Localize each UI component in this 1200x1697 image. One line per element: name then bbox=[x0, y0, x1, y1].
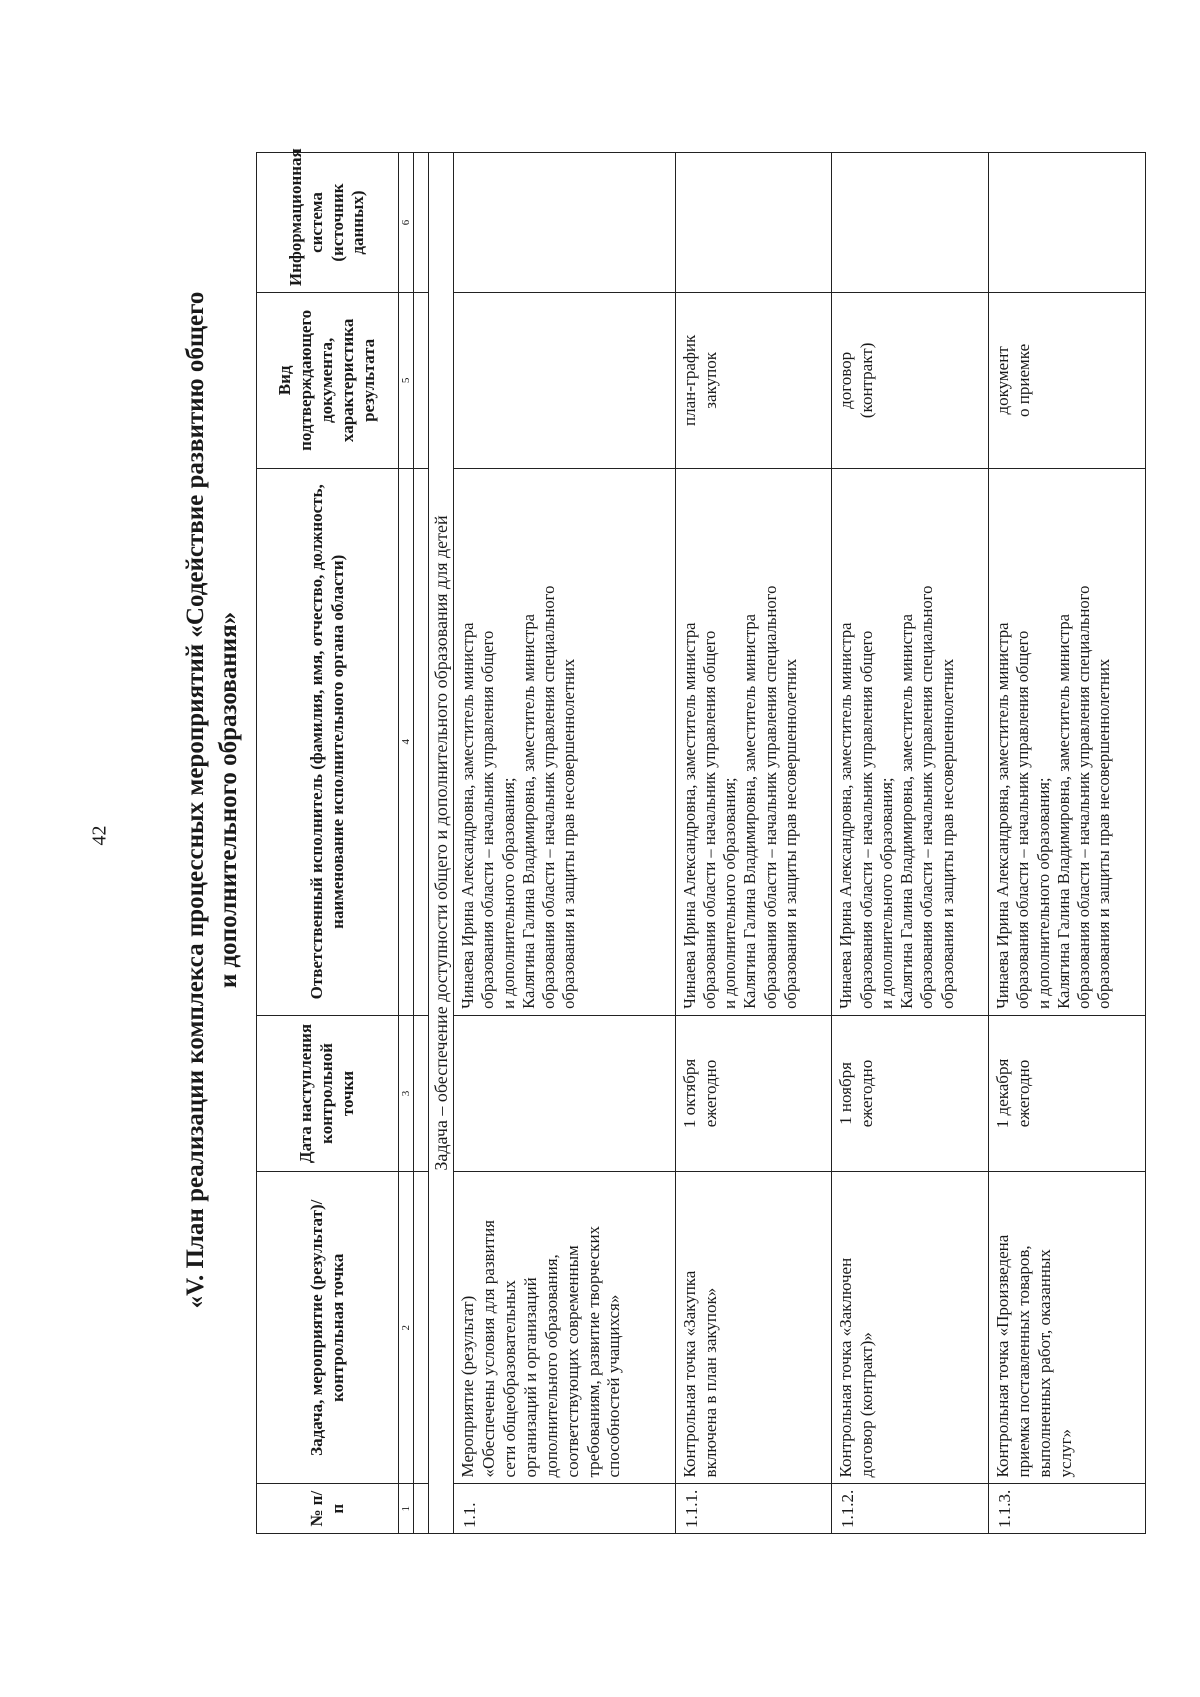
row-executor-line: образования и защиты прав несовершеннолетних bbox=[1094, 658, 1114, 1009]
row-task bbox=[454, 1172, 676, 1484]
row-executor-line: Калягина Галина Владимировна, заместитель министра bbox=[897, 613, 917, 1009]
plan-table bbox=[256, 148, 1146, 1534]
row-document-line: план-график bbox=[679, 334, 699, 427]
row-system bbox=[832, 153, 989, 293]
column-number: 5 bbox=[399, 293, 414, 469]
row-task-line: сети общеобразовательных bbox=[499, 1280, 519, 1478]
row-task-line: дополнительного образования, bbox=[541, 1254, 561, 1478]
header-num: № п/п bbox=[257, 1484, 399, 1534]
row-task-line: включена в план закупок» bbox=[700, 1287, 720, 1478]
row-task-line: договор (контракт)» bbox=[857, 1332, 877, 1478]
row-document-line: закупок bbox=[700, 352, 720, 409]
table-row bbox=[675, 153, 832, 1534]
row-task-line: приемка поставленных товаров, bbox=[1014, 1245, 1034, 1478]
section-title: Задача – обеспечение доступности общего и дополнительного образования для детей bbox=[429, 153, 454, 1534]
column-number: 1 bbox=[399, 1484, 414, 1534]
row-task bbox=[989, 1172, 1146, 1484]
spacer-row bbox=[414, 153, 429, 1534]
row-executor-line: образования и защиты прав несовершеннолетних bbox=[559, 658, 579, 1009]
header-date: Дата наступления контрольной точки bbox=[257, 1015, 399, 1171]
row-executor-line: и дополнительного образования; bbox=[498, 777, 518, 1009]
row-system bbox=[675, 153, 832, 293]
table-row bbox=[454, 153, 676, 1534]
row-system bbox=[454, 153, 676, 293]
title-line-2: и дополнительного образования» bbox=[214, 611, 242, 989]
row-executor-line: образования области – начальник управления специального bbox=[917, 585, 937, 1009]
header-executor: Ответственный исполнитель (фамилия, имя, отчество, должность, наименование исполнительного органа области) bbox=[257, 468, 399, 1015]
row-executor-line: Калягина Галина Владимировна, заместитель министра bbox=[740, 613, 760, 1009]
column-number: 4 bbox=[399, 468, 414, 1015]
row-executor-line: образования области – начальник управления специального bbox=[539, 585, 559, 1009]
row-document bbox=[832, 293, 989, 469]
row-task-line: «Обеспечены условия для развития bbox=[479, 1219, 499, 1478]
document-title bbox=[180, 142, 245, 1458]
row-executor bbox=[989, 468, 1146, 1015]
row-document-line: (контракт) bbox=[857, 342, 877, 419]
row-executor-line: образования области – начальник управления общего bbox=[478, 630, 498, 1009]
row-document-line: о приемке bbox=[1014, 343, 1034, 417]
row-executor bbox=[832, 468, 989, 1015]
row-task bbox=[832, 1172, 989, 1484]
row-task-line: Контрольная точка «Произведена bbox=[993, 1234, 1013, 1478]
row-executor-line: и дополнительного образования; bbox=[1033, 777, 1053, 1009]
row-document-line: договор bbox=[836, 351, 856, 409]
row-system bbox=[989, 153, 1146, 293]
row-executor bbox=[454, 468, 676, 1015]
row-date bbox=[832, 1015, 989, 1171]
row-document bbox=[675, 293, 832, 469]
row-date bbox=[454, 1015, 676, 1171]
header-task: Задача, мероприятие (результат)/ контрольная точка bbox=[257, 1172, 399, 1484]
row-number: 1.1.2. bbox=[832, 1484, 989, 1534]
row-executor-line: Калягина Галина Владимировна, заместитель министра bbox=[518, 613, 538, 1009]
row-executor-line: Калягина Галина Владимировна, заместитель министра bbox=[1053, 613, 1073, 1009]
row-executor-line: Чинаева Ирина Александровна, заместитель министра bbox=[458, 622, 478, 1009]
row-date bbox=[989, 1015, 1146, 1171]
row-task-line: Мероприятие (результат) bbox=[458, 1295, 478, 1478]
rotated-page-content bbox=[80, 142, 1120, 1538]
section-row bbox=[429, 153, 454, 1534]
row-executor-line: образования и защиты прав несовершеннолетних bbox=[937, 658, 957, 1009]
row-executor-line: и дополнительного образования; bbox=[876, 777, 896, 1009]
table-row bbox=[832, 153, 989, 1534]
row-executor bbox=[675, 468, 832, 1015]
row-number: 1.1.1. bbox=[675, 1484, 832, 1534]
row-date-line: ежегодно bbox=[857, 1059, 877, 1128]
header-document: Вид подтверждающего документа, характеристика результата bbox=[257, 293, 399, 469]
column-number: 3 bbox=[399, 1015, 414, 1171]
header-row bbox=[257, 153, 399, 1534]
row-task-line: требованиям, развитие творческих bbox=[583, 1225, 603, 1478]
row-task-line: соответствующих современным bbox=[562, 1245, 582, 1478]
title-line-1: «V. План реализации комплекса процессных мероприятий «Содействие развитию общего bbox=[182, 291, 209, 1309]
row-task-line: способностей учащихся» bbox=[604, 1294, 624, 1478]
table-row bbox=[989, 153, 1146, 1534]
row-number: 1.1.3. bbox=[989, 1484, 1146, 1534]
row-document bbox=[989, 293, 1146, 469]
row-executor-line: Чинаева Ирина Александровна, заместитель министра bbox=[836, 622, 856, 1009]
row-date-line: 1 ноября bbox=[836, 1062, 856, 1125]
row-number: 1.1. bbox=[454, 1484, 676, 1534]
row-task-line: Контрольная точка «Закупка bbox=[679, 1270, 699, 1478]
row-task-line: Контрольная точка «Заключен bbox=[836, 1257, 856, 1478]
column-number: 2 bbox=[399, 1172, 414, 1484]
row-date-line: 1 декабря bbox=[993, 1058, 1013, 1129]
page-number: 42 bbox=[88, 825, 111, 846]
row-document bbox=[454, 293, 676, 469]
row-date bbox=[675, 1015, 832, 1171]
row-task-line: организаций и организаций bbox=[520, 1277, 540, 1478]
row-executor-line: образования области – начальник управления общего bbox=[1013, 630, 1033, 1009]
row-executor-line: Чинаева Ирина Александровна, заместитель министра bbox=[679, 622, 699, 1009]
row-executor-line: образования и защиты прав несовершеннолетних bbox=[780, 658, 800, 1009]
row-executor-line: образования области – начальник управления общего bbox=[856, 630, 876, 1009]
row-date-line: 1 октября bbox=[679, 1058, 699, 1129]
row-task-line: услуг» bbox=[1055, 1428, 1075, 1478]
row-date-line: ежегодно bbox=[700, 1059, 720, 1128]
row-executor-line: Чинаева Ирина Александровна, заместитель министра bbox=[993, 622, 1013, 1009]
row-executor-line: образования области – начальник управления специального bbox=[1074, 585, 1094, 1009]
header-system: Информационная система (источник данных) bbox=[257, 153, 399, 293]
row-executor-line: и дополнительного образования; bbox=[720, 777, 740, 1009]
column-number-row bbox=[399, 153, 414, 1534]
row-executor-line: образования области – начальник управления общего bbox=[699, 630, 719, 1009]
row-executor-line: образования области – начальник управления специального bbox=[760, 585, 780, 1009]
table-body bbox=[454, 153, 1146, 1534]
row-task bbox=[675, 1172, 832, 1484]
row-task-line: выполненных работ, оказанных bbox=[1035, 1249, 1055, 1478]
column-number: 6 bbox=[399, 153, 414, 293]
row-date-line: ежегодно bbox=[1014, 1059, 1034, 1128]
row-document-line: документ bbox=[993, 346, 1013, 415]
